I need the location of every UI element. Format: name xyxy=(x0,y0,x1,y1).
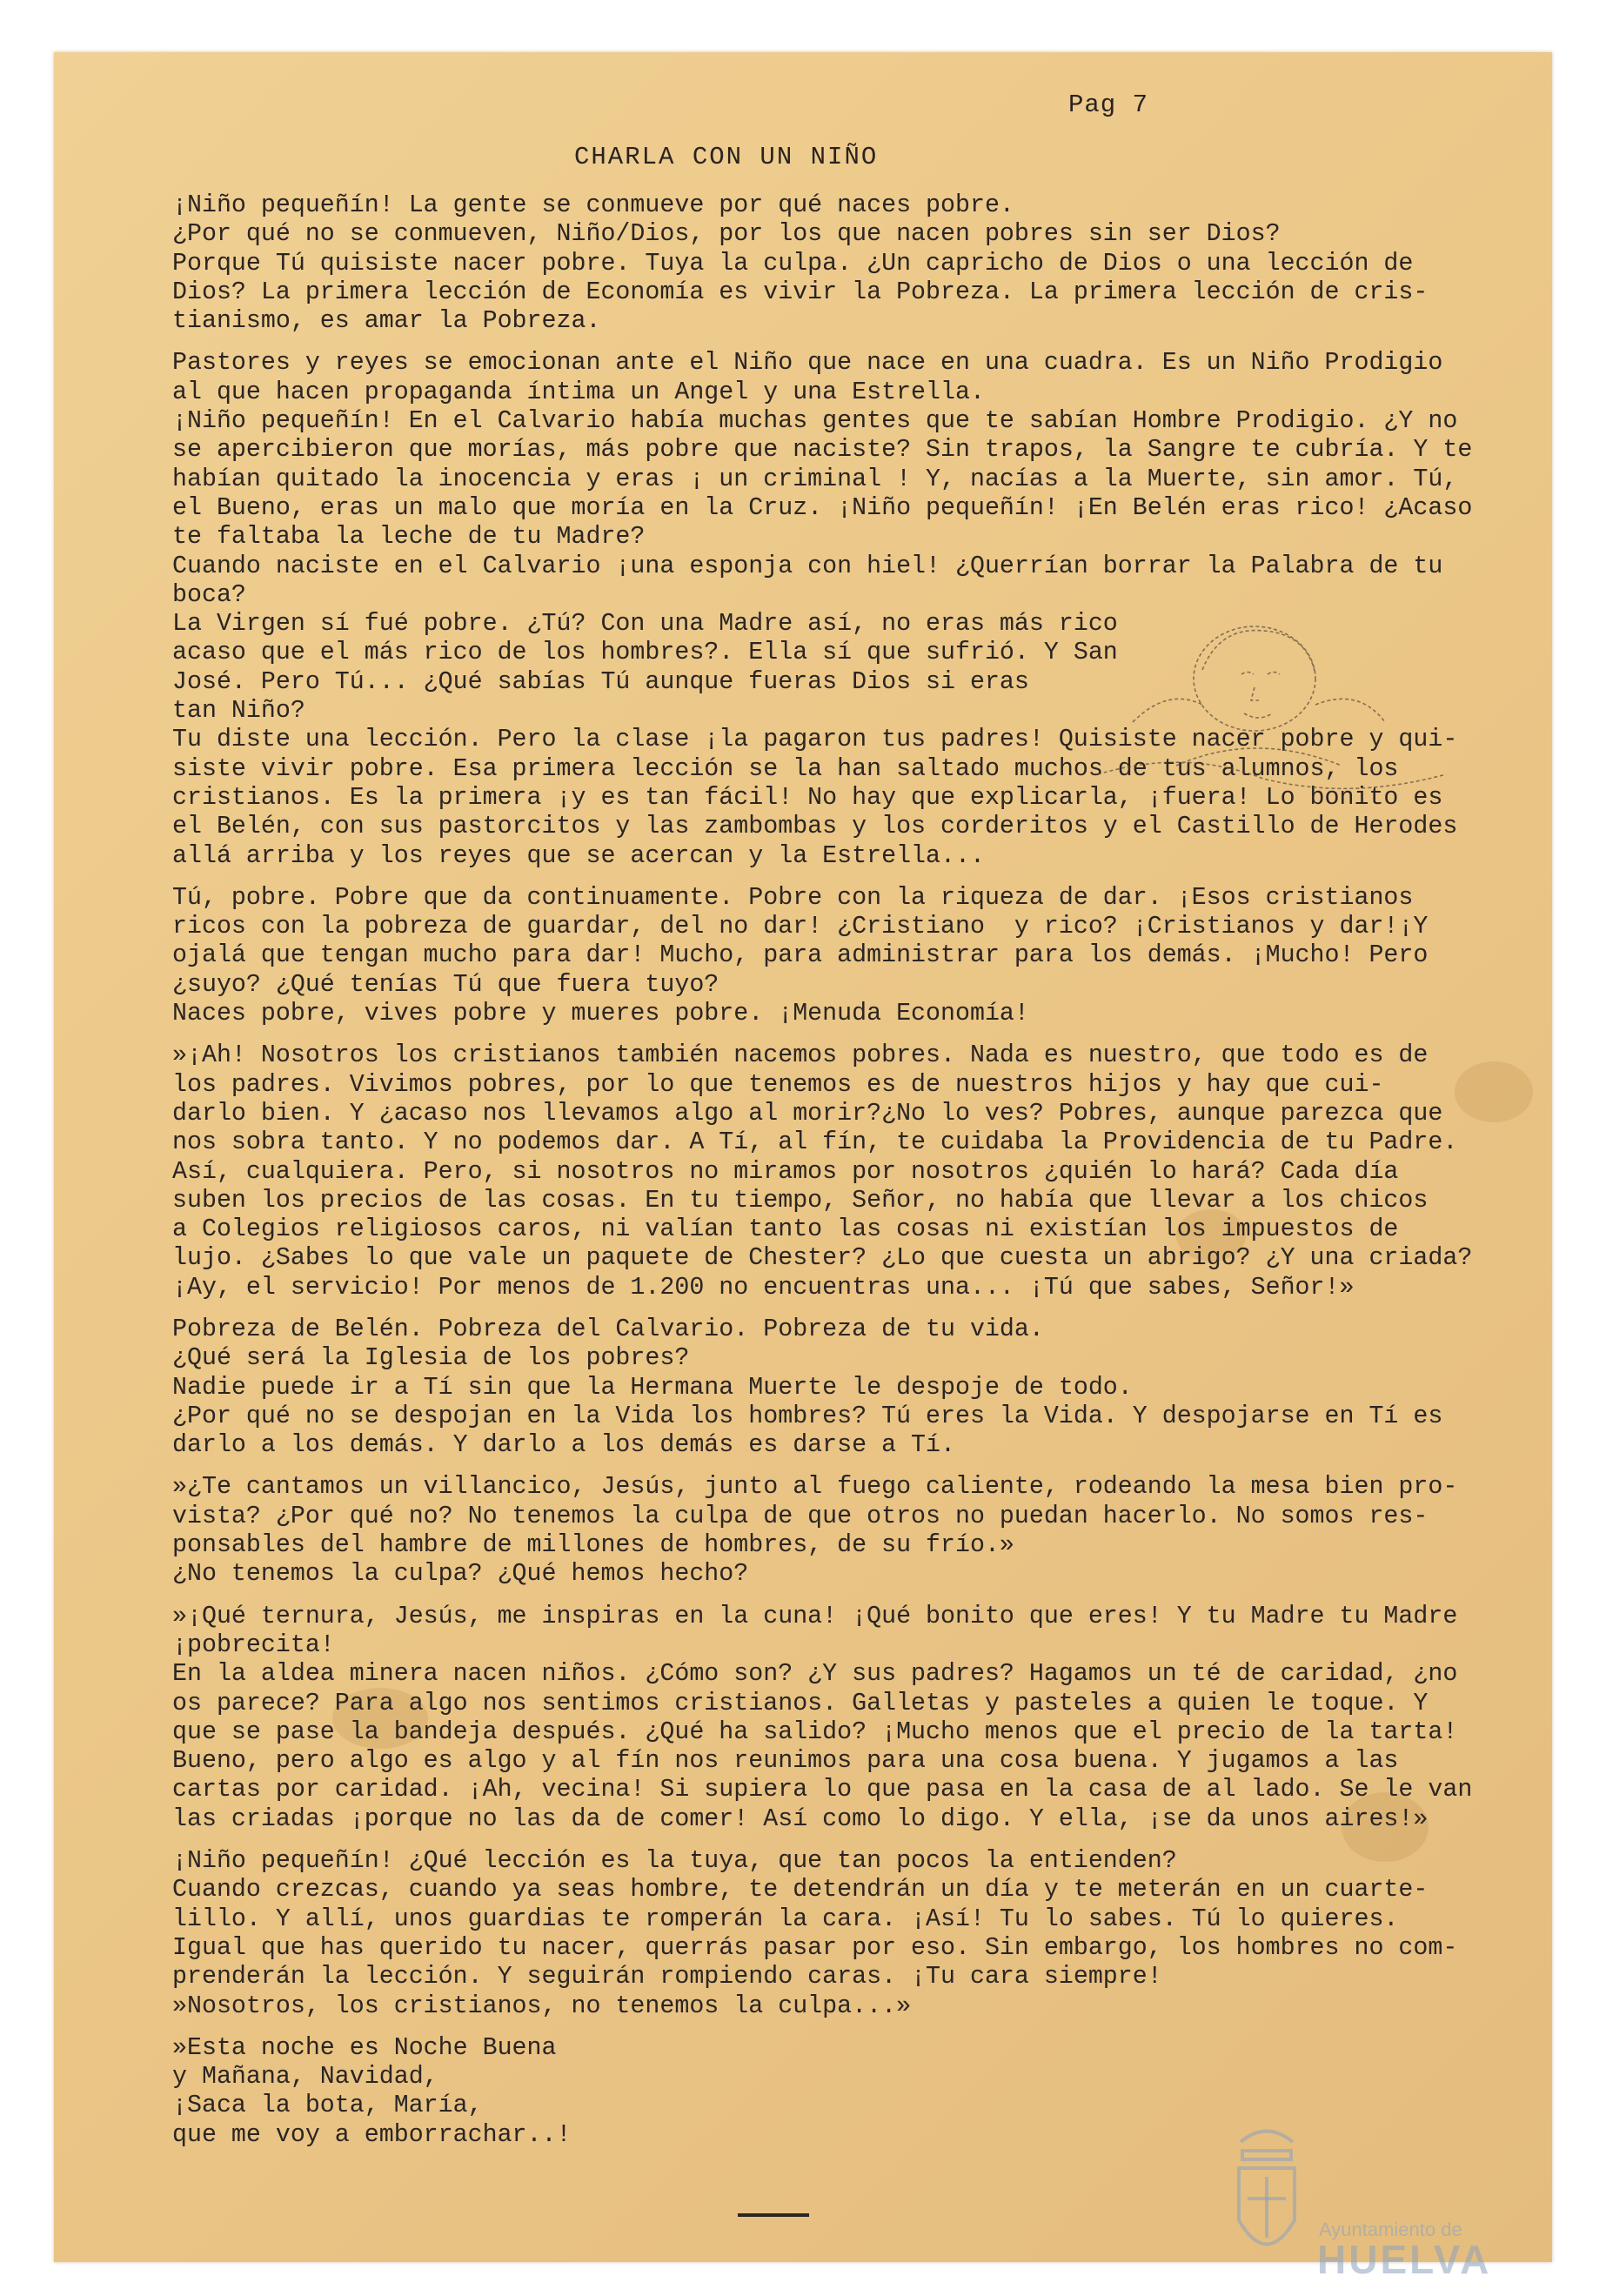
paper-stain xyxy=(1455,1061,1533,1122)
paragraph: »¡Qué ternura, Jesús, me inspiras en la cuna! ¡Qué bonito que eres! Y tu Madre tu Madre ¡pobrecita! En la aldea minera nacen niños. ¿Cómo son? ¿Y sus padres? Hagamos un té de caridad, ¿no os parece? Para algo nos sentimos cristianos. Galletas y pasteles a quien le toque. Y que se pase la bandeja después. ¿Qué ha salido? ¡Mucho menos que el precio de la tarta! Bueno, pero algo es algo y al fín nos reunimos para una cosa buena. Y jugamos a las cartas por caridad. ¡Ah, vecina! Si supiera lo que pasa en la casa de al lado. Se le van las criadas ¡porque no las da de comer! Así como lo digo. Y ella, ¡se da unos aires!» xyxy=(172,1602,1473,1833)
child-sketch-illustration xyxy=(1081,592,1463,809)
paragraph: Pobreza de Belén. Pobreza del Calvario. Pobreza de tu vida. ¿Qué será la Iglesia de los pobres? Nadie puede ir a Tí sin que la Hermana Muerte le despoje de todo. ¿Por qué no se despojan en la Vida los hombres? Tú eres la Vida. Y despojarse en Tí es darlo a los demás. Y darlo a los demás es darse a Tí. xyxy=(172,1315,1443,1460)
paragraph: ¡Niño pequeñín! ¿Qué lección es la tuya, que tan pocos la entienden? Cuando crezcas, cuando ya seas hombre, te detendrán un día y te meterán en un cuarte- lillo. Y allí, unos guardias te romperán la cara. ¡Así! Tu lo sabes. Tú lo quieres. Igual que has querido tu nacer, querrás pasar por eso. Sin embargo, los hombres no com- prenderán la lección. Y seguirán rompiendo caras. ¡Tu cara siempre! »Nosotros, los cristianos, no tenemos la culpa...» xyxy=(172,1847,1458,2020)
paragraph: Pastores y reyes se emocionan ante el Niño que nace en una cuadra. Es un Niño Prodigio al que hacen propaganda íntima un Angel y una Estrella. ¡Niño pequeñín! En el Calvario había muchas gentes que te sabían Hombre Prodigio. ¿Y no se apercibieron que morías, más pobre que naciste? Sin trapos, la Sangre te cubría. Y te habían quitado la inocencia y eras ¡ un criminal ! Y, nacías a la Muerte, sin amor. Tú, el Bueno, eras un malo que moría en la Cruz. ¡Niño pequeñín! ¡En Belén eras rico! ¿Acaso te faltaba la leche de tu Madre? Cuando naciste en el Calvario ¡una esponja con hiel! ¿Querrían borrar la Palabra de tu boca? La Virgen sí fué pobre. ¿Tú? Con una Madre así, no eras más rico acaso que el más rico de los hombres?. Ella sí que sufrió. Y San José. Pero Tú... ¿Qué sabías Tú aunque fueras Dios si eras tan Niño? Tu diste una lección. Pero la clase ¡la pagaron tus padres! Quisiste nacer pobre y qui- siste vivir pobre. Esa primera lección se la han saltado muchos de tus alumnos, los cristianos. Es la primera ¡y es tan fácil! No hay que explicarla, ¡fuera! Lo bonito es el Belén, con sus pastorcitos y las zambombas y los corderitos y el Castillo de Herodes allá arriba y los reyes que se acercan y la Estrella... xyxy=(172,349,1473,870)
document-page xyxy=(54,52,1552,2282)
page-number: Pag 7 xyxy=(1068,90,1149,119)
paragraph: »¿Te cantamos un villancico, Jesús, junto al fuego caliente, rodeando la mesa bien pro- vista? ¿Por qué no? No tenemos la culpa de que otros no puedan hacerlo. No somos res- ponsables del hambre de millones de hombres, de su frío.» ¿No tenemos la culpa? ¿Qué hemos hecho? xyxy=(172,1473,1458,1589)
watermark-line2: HUELVA xyxy=(1317,2237,1492,2282)
paragraph: »¡Ah! Nosotros los cristianos también nacemos pobres. Nada es nuestro, que todo es de los padres. Vivimos pobres, por lo que tenemos es de nuestros hijos y hay que cui- darlo bien. Y ¿acaso nos llevamos algo al morir?¿No lo ves? Pobres, aunque parezca que nos sobra tanto. Y no podemos dar. A Tí, al fín, te cuidaba la Providencia de tu Padre. Así, cualquiera. Pero, si nosotros no miramos por nosotros ¿quién lo hará? Cada día suben los precios de las cosas. En tu tiempo, Señor, no había que llevar a los chicos a Colegios religiosos caros, ni valían tanto las cosas ni existían los impuestos de lujo. ¿Sabes lo que vale un paquete de Chester? ¿Lo que cuesta un abrigo? ¿Y una criada? ¡Ay, el servicio! Por menos de 1.200 no encuentras una... ¡Tú que sabes, Señor!» xyxy=(172,1041,1473,1302)
body-text xyxy=(172,191,1473,2163)
document-title: CHARLA CON UN NIÑO xyxy=(574,143,879,171)
watermark-line1: Ayuntamiento de xyxy=(1319,2219,1462,2240)
coat-of-arms-icon xyxy=(1223,2116,1310,2273)
bottom-rule xyxy=(738,2213,809,2217)
paragraph: ¡Niño pequeñín! La gente se conmueve por qué naces pobre. ¿Por qué no se conmueven, Niño/Dios, por los que nacen pobres sin ser Dios? Porque Tú quisiste nacer pobre. Tuya la culpa. ¿Un capricho de Dios o una lección de Dios? La primera lección de Economía es vivir la Pobreza. La primera lección de cris- tianismo, es amar la Pobreza. xyxy=(172,191,1429,336)
paragraph: »Esta noche es Noche Buena y Mañana, Navidad, ¡Saca la bota, María, que me voy a emborrachar..! xyxy=(172,2033,572,2149)
paragraph: Tú, pobre. Pobre que da continuamente. Pobre con la riqueza de dar. ¡Esos cristianos ricos con la pobreza de guardar, del no dar! ¿Cristiano y rico? ¡Cristianos y dar!¡Y ojalá que tengan mucho para dar! Mucho, para administrar para los demás. ¡Mucho! Pero ¿suyo? ¿Qué tenías Tú que fuera tuyo? Naces pobre, vives pobre y mueres pobre. ¡Menuda Economía! xyxy=(172,883,1429,1028)
watermark xyxy=(1223,2116,1554,2281)
